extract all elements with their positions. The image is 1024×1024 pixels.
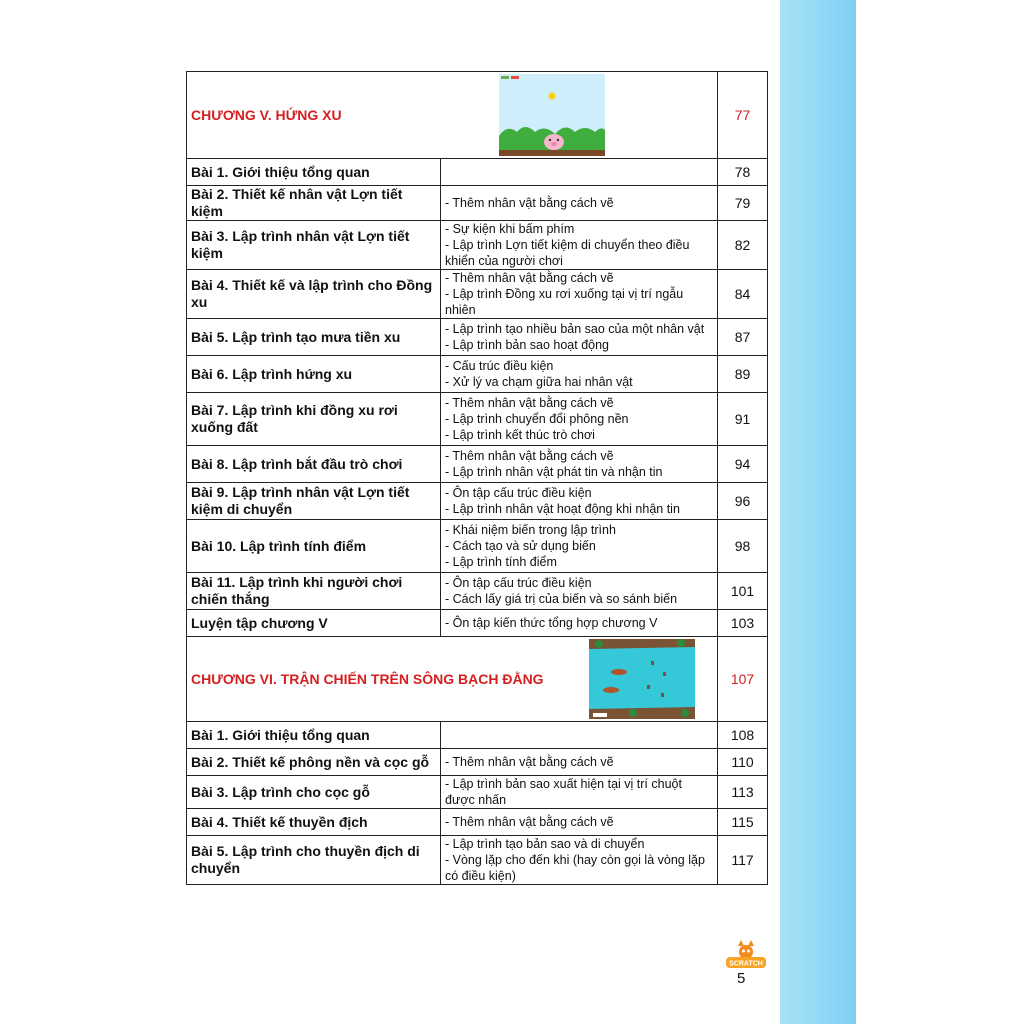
lesson-page: 91 [718,393,768,446]
page-margin [856,0,1024,1024]
lesson-title: Bài 5. Lập trình tạo mưa tiền xu [187,319,441,356]
lesson-page: 89 [718,356,768,393]
lesson-desc [441,356,718,393]
lesson-desc-line: - Thêm nhân vật bằng cách vẽ [445,815,614,829]
chapter-row [187,72,768,159]
lesson-desc-line: - Thêm nhân vật bằng cách vẽ [445,271,614,285]
lesson-title: Bài 11. Lập trình khi người chơi chiến thắng [187,573,441,610]
chapter-title: CHƯƠNG VI. TRẬN CHIẾN TRÊN SÔNG BẠCH ĐẰNG [191,671,544,687]
lesson-title: Bài 7. Lập trình khi đồng xu rơi xuống đất [187,393,441,446]
lesson-row [187,776,768,809]
lesson-page: 82 [718,221,768,270]
lesson-desc [441,809,718,836]
lesson-row [187,393,768,446]
lesson-desc [441,393,718,446]
lesson-title: Bài 9. Lập trình nhân vật Lợn tiết kiệm di chuyển [187,483,441,520]
lesson-title: Bài 8. Lập trình bắt đầu trò chơi [187,446,441,483]
lesson-desc-line: - Cấu trúc điều kiện [445,359,554,373]
lesson-desc-line: - Lập trình chuyển đổi phông nền [445,412,629,426]
chapter-row [187,637,768,722]
lesson-desc-line: - Vòng lặp cho đến khi (hay còn gọi là vòng lặp có điều kiện) [445,853,705,883]
lesson-desc-line: - Thêm nhân vật bằng cách vẽ [445,449,614,463]
lesson-desc-line: - Lập trình kết thúc trò chơi [445,428,595,442]
lesson-title: Bài 3. Lập trình nhân vật Lợn tiết kiệm [187,221,441,270]
lesson-desc [441,270,718,319]
lesson-row [187,749,768,776]
lesson-row [187,159,768,186]
lesson-desc [441,749,718,776]
lesson-desc [441,446,718,483]
lesson-page: 96 [718,483,768,520]
lesson-row [187,483,768,520]
lesson-desc [441,186,718,221]
lesson-desc-line: - Sự kiện khi bấm phím [445,222,575,236]
lesson-row [187,809,768,836]
lesson-title: Bài 6. Lập trình hứng xu [187,356,441,393]
side-color-band [780,0,856,1024]
lesson-page: 79 [718,186,768,221]
lesson-page: 110 [718,749,768,776]
lesson-desc-line: - Thêm nhân vật bằng cách vẽ [445,196,614,210]
lesson-desc-line: - Cách lấy giá trị của biến và so sánh biến [445,592,678,606]
lesson-title: Bài 3. Lập trình cho cọc gỗ [187,776,441,809]
lesson-desc-line: - Ôn tập cấu trúc điều kiện [445,486,592,500]
lesson-desc-line: - Ôn tập cấu trúc điều kiện [445,576,592,590]
table-of-contents [186,71,768,885]
chapter-title: CHƯƠNG V. HỨNG XU [191,107,342,123]
lesson-desc-line: - Lập trình tạo bản sao và di chuyển [445,837,645,851]
lesson-desc-line: - Lập trình bản sao xuất hiện tại vị trí chuột được nhấn [445,777,682,807]
lesson-row [187,446,768,483]
lesson-desc [441,483,718,520]
lesson-desc [441,776,718,809]
lesson-desc [441,221,718,270]
chapter-page: 107 [718,637,768,722]
lesson-row [187,356,768,393]
lesson-title: Bài 4. Thiết kế và lập trình cho Đồng xu [187,270,441,319]
lesson-desc-line: - Lập trình nhân vật hoạt động khi nhận tin [445,502,680,516]
lesson-title: Bài 2. Thiết kế nhân vật Lợn tiết kiệm [187,186,441,221]
lesson-page: 117 [718,836,768,885]
lesson-title: Luyện tập chương V [187,610,441,637]
lesson-desc-line: - Lập trình nhân vật phát tin và nhận tin [445,465,663,479]
svg-text:SCRATCH: SCRATCH [729,960,763,968]
lesson-page: 78 [718,159,768,186]
lesson-desc-line: - Lập trình tạo nhiều bản sao của một nhân vật [445,322,705,336]
river-battle-game-thumbnail [589,639,695,719]
lesson-desc [441,722,718,749]
lesson-page: 115 [718,809,768,836]
lesson-desc [441,573,718,610]
lesson-desc-line: - Thêm nhân vật bằng cách vẽ [445,755,614,769]
lesson-desc [441,610,718,637]
lesson-row [187,520,768,573]
lesson-page: 101 [718,573,768,610]
lesson-desc-line: - Thêm nhân vật bằng cách vẽ [445,396,614,410]
chapter-page: 77 [718,72,768,159]
lesson-page: 98 [718,520,768,573]
lesson-row [187,221,768,270]
piggy-coin-game-thumbnail [499,74,605,156]
lesson-desc [441,319,718,356]
lesson-page: 87 [718,319,768,356]
lesson-desc-line: - Lập trình bản sao hoạt động [445,338,610,352]
lesson-row [187,319,768,356]
lesson-desc [441,836,718,885]
lesson-title: Bài 4. Thiết kế thuyền địch [187,809,441,836]
lesson-desc-line: - Xử lý va chạm giữa hai nhân vật [445,375,633,389]
lesson-row [187,270,768,319]
lesson-title: Bài 5. Lập trình cho thuyền địch di chuyển [187,836,441,885]
lesson-desc-line: - Cách tạo và sử dụng biến [445,539,596,553]
lesson-desc-line: - Lập trình tính điểm [445,555,557,569]
page-number: 5 [737,970,746,987]
lesson-page: 113 [718,776,768,809]
lesson-desc [441,520,718,573]
lesson-page: 94 [718,446,768,483]
scratch-cat-logo-icon [724,940,768,975]
lesson-row [187,610,768,637]
lesson-title: Bài 2. Thiết kế phông nền và cọc gỗ [187,749,441,776]
lesson-row [187,836,768,885]
lesson-page: 108 [718,722,768,749]
lesson-desc-line: - Lập trình Lợn tiết kiệm di chuyển theo điều khiển của người chơi [445,238,690,268]
lesson-desc [441,159,718,186]
lesson-page: 103 [718,610,768,637]
lesson-title: Bài 1. Giới thiệu tổng quan [187,722,441,749]
lesson-row [187,573,768,610]
lesson-desc-line: - Khái niệm biến trong lập trình [445,523,616,537]
lesson-title: Bài 10. Lập trình tính điểm [187,520,441,573]
lesson-row [187,722,768,749]
lesson-desc-line: - Ôn tập kiến thức tổng hợp chương V [445,616,658,630]
lesson-page: 84 [718,270,768,319]
lesson-row [187,186,768,221]
lesson-title: Bài 1. Giới thiệu tổng quan [187,159,441,186]
lesson-desc-line: - Lập trình Đồng xu rơi xuống tại vị trí ngẫu nhiên [445,287,684,317]
